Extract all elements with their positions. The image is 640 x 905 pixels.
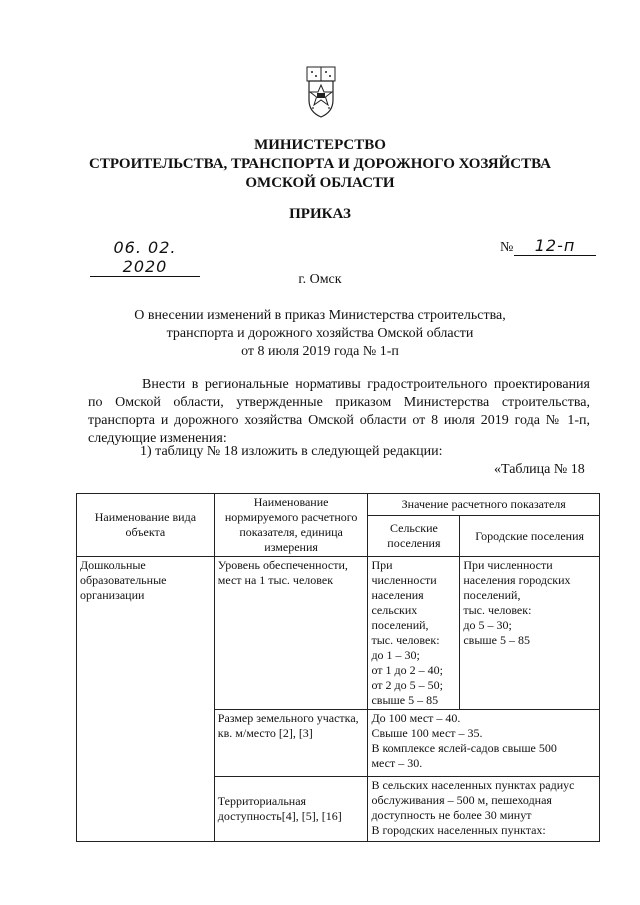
document-date: 06. 02. 2020 [90, 238, 200, 277]
header-urban: Городские поселения [460, 516, 600, 557]
cell-line: обслуживания – 500 м, пешеходная [371, 793, 552, 807]
org-line-3: ОМСКОЙ ОБЛАСТИ [245, 175, 395, 191]
object-name: Дошкольные образовательные организации [77, 557, 215, 842]
cell-line: свыше 5 – 85 [463, 633, 530, 647]
row1-rural [368, 557, 460, 710]
document-subject [0, 307, 640, 361]
cell-line: населения городских [463, 573, 571, 587]
row1-urban [460, 557, 600, 710]
cell-line: В городских населенных пунктах: [371, 823, 546, 837]
cell-line: от 2 до 5 – 50; [371, 678, 443, 692]
cell-line: поселений, [463, 588, 521, 602]
row3-value [368, 777, 600, 842]
row2-indicator: Размер земельного участка, кв. м/место [2], [3] [214, 710, 368, 777]
header-indicator: Наименование нормируемого расчетного показателя, единица измерения [214, 494, 368, 557]
cell-line: населения [371, 588, 424, 602]
document-type: ПРИКАЗ [289, 206, 351, 222]
subject-line-1: О внесении изменений в приказ Министерства строительства, [134, 308, 506, 323]
table-row [77, 557, 600, 710]
header-rural: Сельские поселения [368, 516, 460, 557]
org-line-2: СТРОИТЕЛЬСТВА, ТРАНСПОРТА И ДОРОЖНОГО ХОЗЯЙСТВА [89, 156, 551, 172]
org-line-1: МИНИСТЕРСТВО [254, 137, 386, 153]
list-item: 1) таблицу № 18 изложить в следующей редакции: [140, 444, 443, 459]
cell-line: численности [371, 573, 437, 587]
table-header-row [77, 494, 600, 516]
cell-line: сельских [371, 603, 418, 617]
cell-line: тыс. человек: [371, 633, 440, 647]
document-number: 12-п [514, 236, 596, 256]
cell-line: При [371, 558, 393, 572]
cell-line: доступность не более 30 минут [371, 808, 532, 822]
body-paragraph: Внести в региональные нормативы градостроительного проектирования по Омской области, утвержденные приказом Министерства строительства, транспорта и дорожного хозяйства Омской области от 8 июля 2019 года № 1-п, следующие изменения: [88, 377, 590, 446]
subject-line-3: от 8 июля 2019 года № 1-п [241, 344, 399, 359]
row2-value [368, 710, 600, 777]
norms-table [76, 493, 600, 842]
cell-line: поселений, [371, 618, 429, 632]
number-label: № [500, 240, 514, 255]
cell-line: свыше 5 – 85 [371, 693, 439, 707]
cell-line: от 1 до 2 – 40; [371, 663, 443, 677]
coat-of-arms-emblem [306, 66, 336, 118]
row1-indicator: Уровень обеспеченности, мест на 1 тыс. человек [214, 557, 368, 710]
cell-line: до 1 – 30; [371, 648, 420, 662]
organization-name [0, 136, 640, 193]
cell-line: до 5 – 30; [463, 618, 512, 632]
cell-line: В комплексе яслей-садов свыше 500 [371, 741, 557, 755]
cell-line: мест – 30. [371, 756, 423, 770]
row3-indicator: Территориальная доступность[4], [5], [16] [214, 777, 368, 842]
header-value: Значение расчетного показателя [368, 494, 600, 516]
city: г. Омск [298, 272, 342, 287]
header-object: Наименование вида объекта [77, 494, 215, 557]
cell-line: тыс. человек: [463, 603, 532, 617]
cell-line: При численности [463, 558, 553, 572]
cell-line: В сельских населенных пунктах радиус [371, 778, 575, 792]
subject-line-2: транспорта и дорожного хозяйства Омской области [166, 326, 474, 341]
cell-line: Свыше 100 мест – 35. [371, 726, 483, 740]
cell-line: До 100 мест – 40. [371, 711, 461, 725]
table-caption: «Таблица № 18 [494, 462, 585, 477]
